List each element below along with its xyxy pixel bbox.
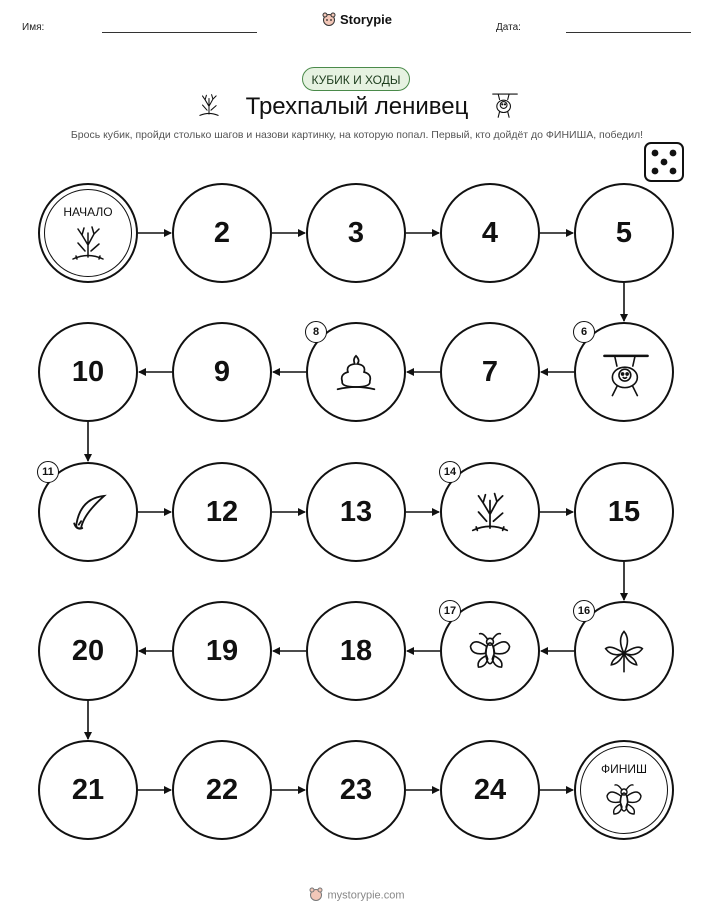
start-label: НАЧАЛО — [63, 205, 113, 219]
board-cell-4 — [440, 183, 540, 283]
cell-number: 2 — [213, 216, 231, 249]
storypie-logo-icon — [309, 887, 323, 904]
name-label: Имя: — [22, 22, 45, 33]
footer-url[interactable]: mystorypie.com — [327, 889, 405, 902]
board-cell-15 — [574, 462, 674, 562]
cell-number-badge: 17 — [439, 600, 461, 622]
board-cell-6 — [574, 322, 674, 422]
board-cell-17 — [440, 601, 540, 701]
board-cell-7 — [440, 322, 540, 422]
date-label: Дата: — [496, 22, 521, 33]
board-cell-10 — [38, 322, 138, 422]
cell-number: 24 — [473, 773, 507, 806]
claw-icon — [65, 489, 111, 535]
brand-name: Storypie — [339, 12, 392, 27]
cell-number-badge: 16 — [573, 600, 595, 622]
moth-icon — [467, 628, 513, 674]
cell-number: 22 — [205, 773, 239, 806]
board-cell-22 — [172, 740, 272, 840]
cell-number: 18 — [339, 634, 373, 667]
leaf-icon — [601, 628, 647, 674]
start-cell — [38, 183, 138, 283]
finish-cell — [574, 740, 674, 840]
cell-number: 4 — [481, 216, 499, 249]
board-cell-20 — [38, 601, 138, 701]
cell-number: 23 — [339, 773, 373, 806]
board-cell-13 — [306, 462, 406, 562]
board-cell-24 — [440, 740, 540, 840]
board-cell-8 — [306, 322, 406, 422]
page-title: Трехпалый ленивец — [245, 93, 469, 120]
board-cell-11 — [38, 462, 138, 562]
cell-number: 7 — [481, 355, 499, 388]
poop-icon — [333, 349, 379, 395]
cell-number: 10 — [71, 355, 105, 388]
board-cell-2 — [172, 183, 272, 283]
cell-number: 21 — [71, 773, 105, 806]
cell-number: 15 — [607, 495, 641, 528]
cell-number: 9 — [213, 355, 231, 388]
sloth-icon — [601, 349, 651, 399]
board-cell-3 — [306, 183, 406, 283]
board-cell-18 — [306, 601, 406, 701]
coral-icon — [68, 223, 108, 263]
cell-number: 20 — [71, 634, 105, 667]
board-cell-16 — [574, 601, 674, 701]
cell-number-badge: 6 — [573, 321, 595, 343]
board-cell-21 — [38, 740, 138, 840]
game-type-badge: КУБИК И ХОДЫ — [302, 67, 410, 91]
cell-number: 3 — [347, 216, 365, 249]
cell-number-badge: 8 — [305, 321, 327, 343]
instructions: Брось кубик, пройди столько шагов и назови картинку, на которую попал. Первый, кто дойдёт до ФИНИША, победил! — [70, 129, 644, 141]
board-cell-12 — [172, 462, 272, 562]
board-cell-9 — [172, 322, 272, 422]
board-cell-19 — [172, 601, 272, 701]
cell-number: 12 — [205, 495, 239, 528]
board-cell-14 — [440, 462, 540, 562]
board-cell-5 — [574, 183, 674, 283]
finish-label: ФИНИШ — [600, 762, 648, 776]
cell-number-badge: 14 — [439, 461, 461, 483]
cell-number: 19 — [205, 634, 239, 667]
cell-number: 5 — [615, 216, 633, 249]
board-cell-23 — [306, 740, 406, 840]
footer — [0, 887, 714, 904]
moth-icon — [604, 780, 644, 820]
coral-icon — [467, 489, 513, 535]
cell-number: 13 — [339, 495, 373, 528]
cell-number-badge: 11 — [37, 461, 59, 483]
